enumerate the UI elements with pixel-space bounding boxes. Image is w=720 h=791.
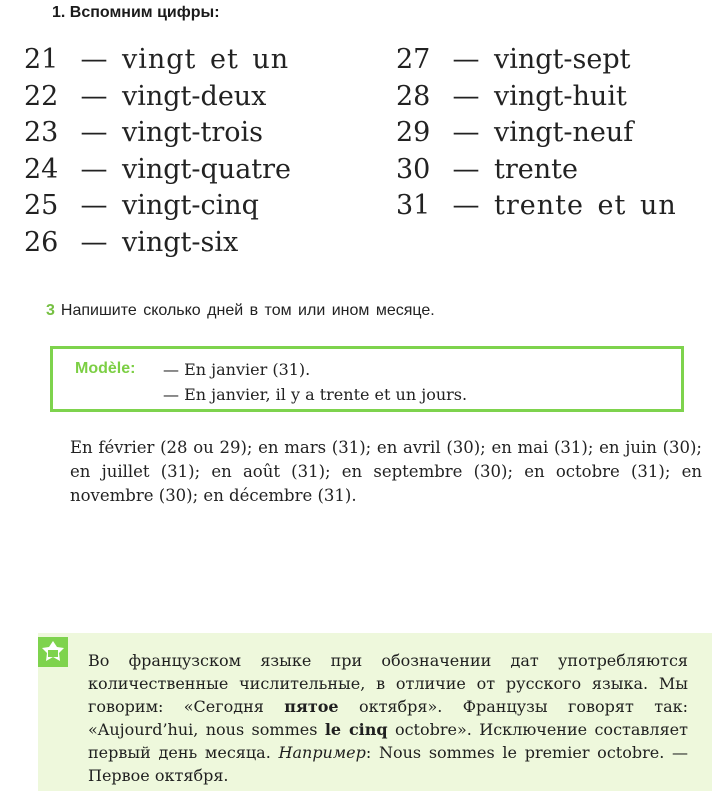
months-paragraph: En février (28 ou 29); en mars (31); en avril (30); en mai (31); en juin (30); en juillet (31); en août (31); en septembre (30); en octobre (31); en novembre (30); en décembre (31). <box>70 438 702 505</box>
number-dash: — <box>80 44 108 75</box>
number-digit: 23 <box>24 117 59 148</box>
note-text-part: : Nous sommes le premier octobre. — Первое октября. <box>88 743 688 785</box>
task-instruction <box>46 302 435 320</box>
number-row <box>24 42 291 79</box>
number-dash: — <box>452 80 480 112</box>
number-word: vingt-quatre <box>122 153 292 185</box>
number-digit: 25 <box>24 190 59 221</box>
numbers-column-left <box>24 42 291 261</box>
note-emphasis: пятое <box>284 697 339 716</box>
number-row <box>396 188 677 225</box>
number-word: vingt-trois <box>122 117 264 148</box>
exercise-heading: 1. Вспомним цифры: <box>52 4 220 21</box>
task-number: 3 <box>46 302 55 319</box>
number-dash: — <box>80 153 108 185</box>
number-row <box>396 79 677 116</box>
number-digit: 22 <box>24 80 59 112</box>
number-digit: 26 <box>24 226 59 258</box>
number-dash: — <box>80 80 108 112</box>
note-text-part: octobre». Исключение составляет первый день месяца. <box>88 720 688 762</box>
number-word: vingt-deux <box>122 80 267 112</box>
number-dash: — <box>80 117 108 148</box>
number-row <box>24 115 291 152</box>
number-digit: 30 <box>396 153 431 185</box>
task-text: Напишите сколько дней в том или ином месяце. <box>60 302 435 319</box>
numbers-column-right <box>396 42 677 225</box>
model-label: Modèle: <box>75 360 136 377</box>
number-word: vingt-cinq <box>122 190 259 221</box>
number-digit: 29 <box>396 117 431 148</box>
number-row <box>396 152 677 189</box>
number-digit: 21 <box>24 44 59 75</box>
model-example-box <box>50 346 684 412</box>
number-dash: — <box>452 153 480 185</box>
number-digit: 31 <box>396 190 431 221</box>
number-row <box>24 152 291 189</box>
number-digit: 24 <box>24 153 59 185</box>
number-digit: 28 <box>396 80 431 112</box>
number-row <box>24 188 291 225</box>
note-text-part: октября». Французы говорят так: «Aujourd’hui, nous sommes <box>88 697 689 739</box>
number-row <box>396 42 677 79</box>
star-badge-icon <box>38 637 68 667</box>
number-word: vingt-six <box>122 226 239 258</box>
grammar-note-text <box>88 649 688 787</box>
grammar-note-box <box>38 633 712 791</box>
number-word: trente <box>494 153 578 185</box>
model-line-2: — En janvier, il y a trente et un jours. <box>163 385 468 404</box>
number-word: trente et un <box>494 190 677 221</box>
number-dash: — <box>452 44 480 75</box>
number-word: vingt-huit <box>494 80 627 112</box>
note-italic: Например <box>278 743 366 762</box>
note-text-part: Во французском языке при обозначении дат употребляются количественные числительные, в отличие от русского языка. Мы говорим: «Сегодня <box>88 651 688 716</box>
number-word: vingt-sept <box>494 44 631 75</box>
number-dash: — <box>452 117 480 148</box>
number-row <box>24 225 291 262</box>
number-dash: — <box>80 226 108 258</box>
number-row <box>396 115 677 152</box>
number-dash: — <box>452 190 480 221</box>
model-line-1: — En janvier (31). <box>163 360 311 379</box>
note-emphasis: le cinq <box>324 720 388 739</box>
number-word: vingt et un <box>122 44 290 75</box>
number-row <box>24 79 291 116</box>
number-dash: — <box>80 190 108 221</box>
number-word: vingt-neuf <box>494 117 634 148</box>
number-digit: 27 <box>396 44 431 75</box>
